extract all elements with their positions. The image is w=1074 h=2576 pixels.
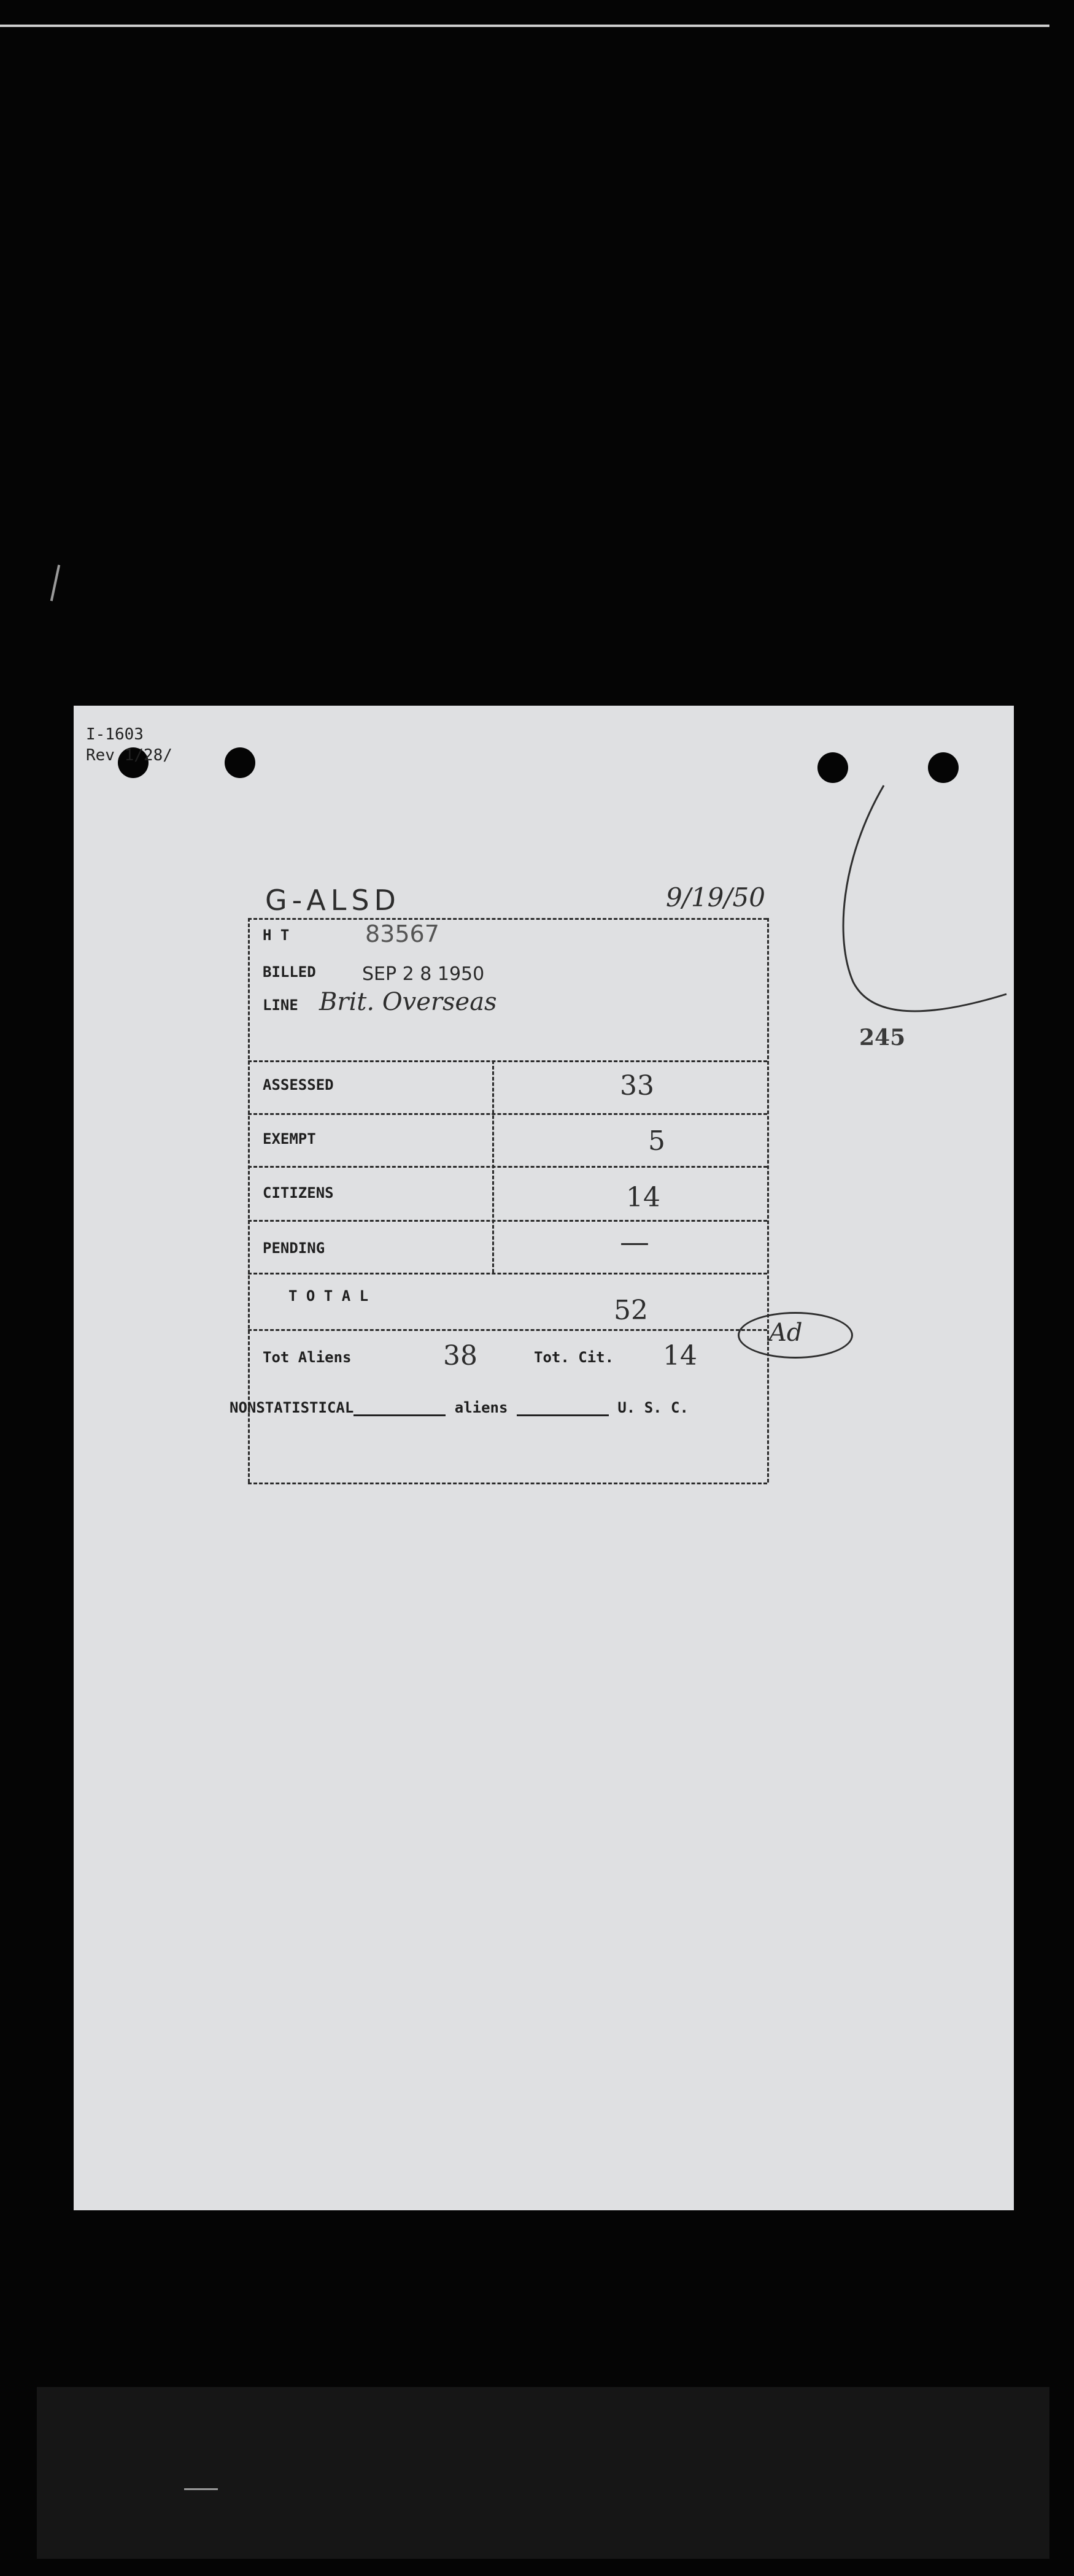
- initials-circle: [738, 1312, 853, 1359]
- tot-aliens-value: 38: [443, 1340, 477, 1371]
- row-divider: [248, 1060, 767, 1062]
- aliens-label: aliens: [454, 1399, 508, 1416]
- exempt-value: 5: [648, 1125, 665, 1157]
- punch-hole: [225, 747, 255, 778]
- table-border-top: [248, 918, 767, 920]
- page-number: 245: [859, 1025, 906, 1051]
- nonstatistical-label: NONSTATISTICAL: [230, 1399, 354, 1416]
- exempt-label: EXEMPT: [263, 1130, 316, 1147]
- total-label: T O T A L: [288, 1287, 369, 1305]
- form-date: 9/19/50: [666, 882, 765, 912]
- film-strip-bottom: [37, 2387, 1049, 2559]
- table-border-right: [767, 918, 769, 1483]
- office-code: G-ALSD: [265, 884, 401, 917]
- ht-label: H T: [263, 927, 290, 944]
- tot-cit-value: 14: [663, 1340, 697, 1371]
- form-code-line2: Rev 1/28/: [86, 746, 172, 765]
- row-divider: [248, 1166, 767, 1168]
- initials-signature: Ad: [769, 1319, 803, 1347]
- film-scratch: [50, 565, 60, 601]
- blank-line: [517, 1414, 609, 1416]
- row-divider: [248, 1273, 767, 1275]
- ht-value: 83567: [365, 920, 439, 947]
- row-divider: [248, 1329, 767, 1331]
- blank-line: [353, 1414, 446, 1416]
- citizens-value: 14: [626, 1182, 660, 1213]
- table-border-left: [248, 918, 250, 1483]
- row-divider: [248, 1220, 767, 1222]
- billed-label: BILLED: [263, 963, 316, 981]
- line-value: Brit. Overseas: [319, 988, 497, 1016]
- film-scratch: [184, 2488, 218, 2490]
- form-code-line1: I-1603: [86, 725, 144, 744]
- document-card: [74, 706, 1014, 2210]
- column-divider: [492, 1060, 494, 1273]
- assessed-value: 33: [620, 1070, 654, 1101]
- assessed-label: ASSESSED: [263, 1076, 334, 1093]
- tot-aliens-label: Tot Aliens: [263, 1349, 352, 1366]
- usc-label: U. S. C.: [617, 1399, 689, 1416]
- handwritten-stroke: [767, 773, 1013, 1062]
- nonstatistical-line: [230, 1399, 689, 1416]
- billed-value: SEP 2 8 1950: [362, 963, 485, 985]
- row-divider: [248, 1113, 767, 1115]
- film-edge-line: [0, 25, 1049, 27]
- citizens-label: CITIZENS: [263, 1184, 334, 1201]
- form-code: [86, 724, 172, 766]
- total-value: 52: [614, 1295, 648, 1326]
- line-label: LINE: [263, 997, 298, 1014]
- tot-cit-label: Tot. Cit.: [534, 1349, 614, 1366]
- pending-label: PENDING: [263, 1240, 325, 1257]
- pending-value: —: [620, 1225, 649, 1259]
- table-border-bottom: [248, 1483, 767, 1484]
